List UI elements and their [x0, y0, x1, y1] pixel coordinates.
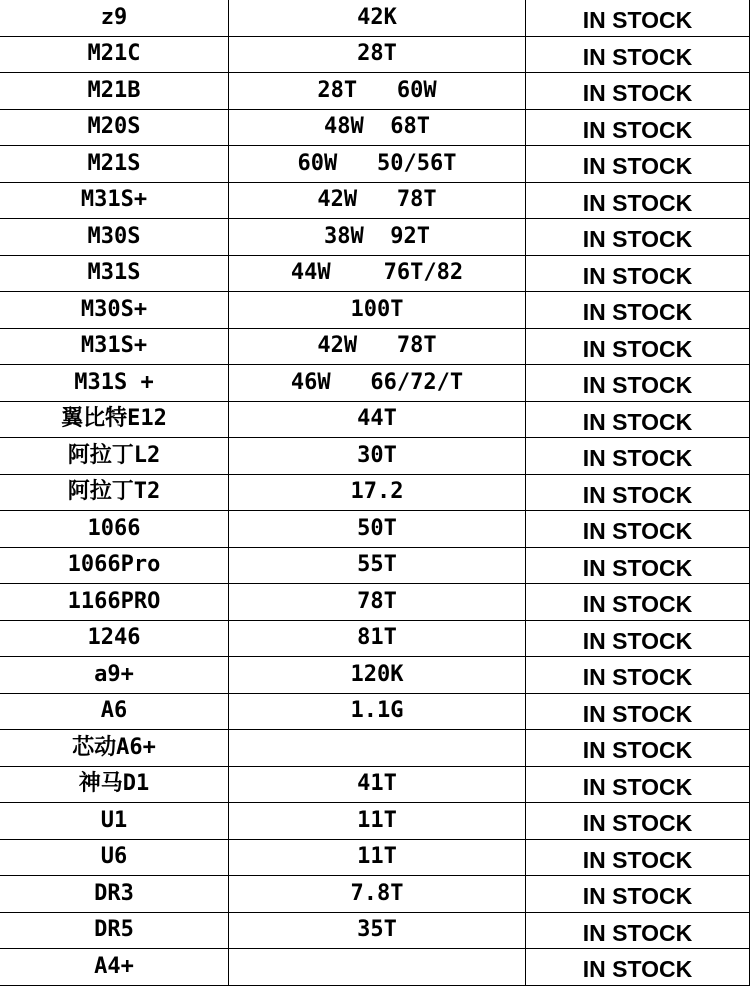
- table-row: [0, 292, 750, 329]
- stock-status-cell: IN STOCK: [526, 109, 750, 146]
- model-cell: U6: [0, 839, 229, 876]
- stock-status-cell: IN STOCK: [526, 36, 750, 73]
- stock-status-cell: IN STOCK: [526, 766, 750, 803]
- model-cell: 1066: [0, 511, 229, 548]
- spec-cell: 46W 66/72/T: [229, 365, 526, 402]
- stock-status-cell: IN STOCK: [526, 401, 750, 438]
- model-cell: DR5: [0, 912, 229, 949]
- model-cell: a9+: [0, 657, 229, 694]
- model-cell: M21C: [0, 36, 229, 73]
- spec-cell: 81T: [229, 620, 526, 657]
- table-row: [0, 401, 750, 438]
- model-cell: U1: [0, 803, 229, 840]
- model-cell: 1246: [0, 620, 229, 657]
- stock-status-cell: IN STOCK: [526, 328, 750, 365]
- spec-cell: 38W 92T: [229, 219, 526, 256]
- spec-cell: 44W 76T/82: [229, 255, 526, 292]
- model-cell: 翼比特E12: [0, 401, 229, 438]
- spec-cell: 11T: [229, 803, 526, 840]
- model-cell: M31S: [0, 255, 229, 292]
- spec-cell: [229, 949, 526, 986]
- model-cell: 1166PRO: [0, 584, 229, 621]
- model-cell: M21S: [0, 146, 229, 183]
- model-cell: 1066Pro: [0, 547, 229, 584]
- model-cell: 芯动A6+: [0, 730, 229, 767]
- table-row: [0, 839, 750, 876]
- table-row: [0, 803, 750, 840]
- table-row: [0, 438, 750, 475]
- model-cell: 阿拉丁L2: [0, 438, 229, 475]
- spec-cell: 30T: [229, 438, 526, 475]
- stock-status-cell: IN STOCK: [526, 547, 750, 584]
- stock-status-cell: IN STOCK: [526, 949, 750, 986]
- spec-cell: 35T: [229, 912, 526, 949]
- stock-status-cell: IN STOCK: [526, 73, 750, 110]
- spec-cell: 48W 68T: [229, 109, 526, 146]
- spec-cell: 50T: [229, 511, 526, 548]
- stock-status-cell: IN STOCK: [526, 511, 750, 548]
- stock-status-cell: IN STOCK: [526, 182, 750, 219]
- spec-cell: 42W 78T: [229, 182, 526, 219]
- table-row: [0, 949, 750, 986]
- table-row: [0, 146, 750, 183]
- table-row: [0, 511, 750, 548]
- stock-status-cell: IN STOCK: [526, 912, 750, 949]
- model-cell: M31S+: [0, 182, 229, 219]
- spec-cell: 44T: [229, 401, 526, 438]
- spec-cell: 41T: [229, 766, 526, 803]
- table-row: [0, 219, 750, 256]
- model-cell: M31S +: [0, 365, 229, 402]
- table-row: [0, 36, 750, 73]
- stock-status-cell: IN STOCK: [526, 839, 750, 876]
- stock-status-cell: IN STOCK: [526, 620, 750, 657]
- stock-status-cell: IN STOCK: [526, 876, 750, 913]
- stock-status-cell: IN STOCK: [526, 657, 750, 694]
- spec-cell: 1.1G: [229, 693, 526, 730]
- stock-status-cell: IN STOCK: [526, 219, 750, 256]
- spec-cell: 28T: [229, 36, 526, 73]
- spec-cell: 42W 78T: [229, 328, 526, 365]
- table-row: [0, 730, 750, 767]
- table-row: [0, 876, 750, 913]
- table-row: [0, 620, 750, 657]
- table-row: [0, 474, 750, 511]
- model-cell: M30S: [0, 219, 229, 256]
- table-row: [0, 328, 750, 365]
- table-row: [0, 693, 750, 730]
- spec-cell: 100T: [229, 292, 526, 329]
- table-row: [0, 912, 750, 949]
- model-cell: 阿拉丁T2: [0, 474, 229, 511]
- spec-cell: 17.2: [229, 474, 526, 511]
- stock-status-cell: IN STOCK: [526, 474, 750, 511]
- stock-status-cell: IN STOCK: [526, 292, 750, 329]
- table-row: [0, 547, 750, 584]
- model-cell: z9: [0, 0, 229, 36]
- spec-cell: 42K: [229, 0, 526, 36]
- stock-status-cell: IN STOCK: [526, 584, 750, 621]
- model-cell: 神马D1: [0, 766, 229, 803]
- stock-status-cell: IN STOCK: [526, 693, 750, 730]
- model-cell: M31S+: [0, 328, 229, 365]
- spec-cell: 28T 60W: [229, 73, 526, 110]
- stock-status-cell: IN STOCK: [526, 438, 750, 475]
- table-row: [0, 182, 750, 219]
- model-cell: A4+: [0, 949, 229, 986]
- table-row: [0, 657, 750, 694]
- model-cell: M20S: [0, 109, 229, 146]
- table-row: [0, 365, 750, 402]
- stock-status-cell: IN STOCK: [526, 0, 750, 36]
- table-row: [0, 109, 750, 146]
- stock-status-cell: IN STOCK: [526, 803, 750, 840]
- table-row: [0, 73, 750, 110]
- stock-status-cell: IN STOCK: [526, 255, 750, 292]
- spec-cell: 78T: [229, 584, 526, 621]
- stock-status-cell: IN STOCK: [526, 730, 750, 767]
- model-cell: M30S+: [0, 292, 229, 329]
- table-row: [0, 0, 750, 36]
- table-row: [0, 766, 750, 803]
- table-row: [0, 584, 750, 621]
- model-cell: M21B: [0, 73, 229, 110]
- model-cell: DR3: [0, 876, 229, 913]
- model-cell: A6: [0, 693, 229, 730]
- spec-cell: 7.8T: [229, 876, 526, 913]
- spec-cell: 120K: [229, 657, 526, 694]
- spec-cell: 55T: [229, 547, 526, 584]
- stock-status-cell: IN STOCK: [526, 146, 750, 183]
- spec-cell: [229, 730, 526, 767]
- spec-cell: 11T: [229, 839, 526, 876]
- stock-status-cell: IN STOCK: [526, 365, 750, 402]
- spec-cell: 60W 50/56T: [229, 146, 526, 183]
- table-row: [0, 255, 750, 292]
